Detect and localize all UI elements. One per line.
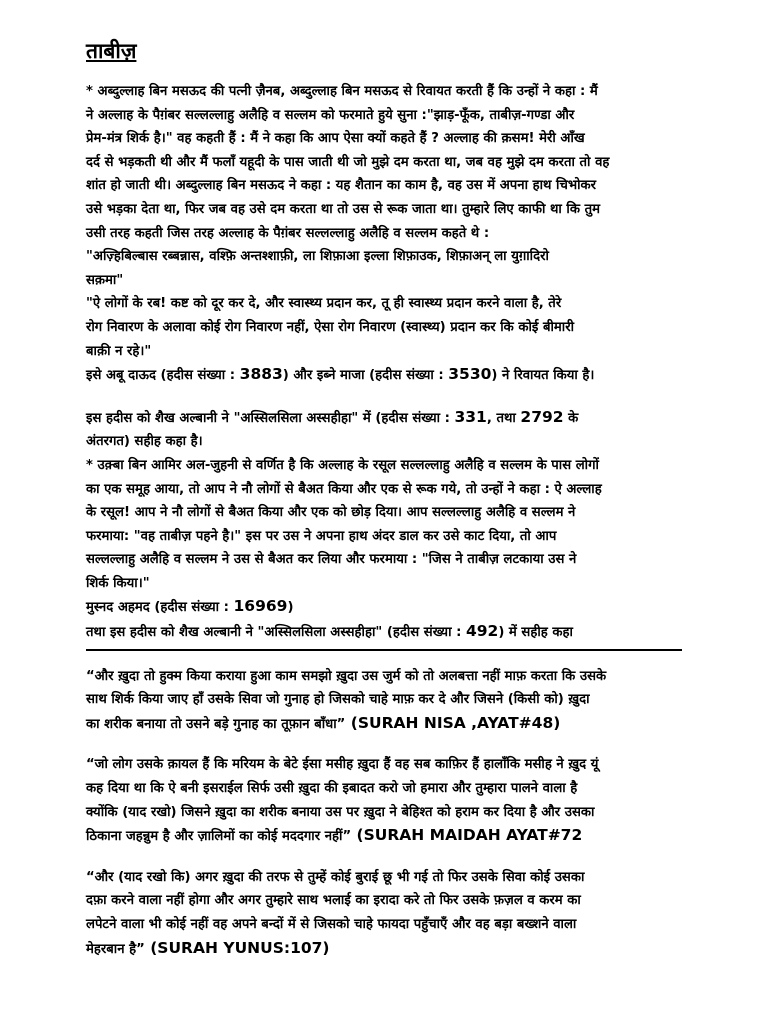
text-line: उसी तरह कहती जिस तरह अल्लाह के पैग़ंबर सल्लल्लाहु अलैहि व सल्लम कहते थे :: [86, 225, 490, 241]
dua-transliteration: सक़मा": [86, 272, 124, 288]
grading-line: अंतरगत) सहीह कहा है।: [86, 434, 203, 450]
text-line: फरमाया: "वह ताबीज़ पहने है।" इस पर उस ने अपना हाथ अंदर डाल कर उसे काट दिया, तो आप: [86, 528, 557, 544]
text-line: का एक समूह आया, तो आप ने नौ लोगों से बैअत किया और एक से रूक गये, तो उन्हों ने कहा : ऐ अल्लाह: [86, 481, 602, 497]
text-line: शिर्क किया।": [86, 575, 150, 591]
surah-reference: (SURAH YUNUS:107): [144, 938, 330, 957]
grading-line: के: [563, 410, 579, 426]
ayat-line: ठिकाना जहन्नुम है और ज़ालिमों का कोई मददगार नहीं”: [86, 829, 352, 845]
text-line: शांत हो जाती थी। अब्दुल्लाह बिन मसऊद ने कहा : यह शैतान का काम है, वह उस में अपना हाथ चिभोकर: [86, 178, 597, 194]
hadith-source: [86, 365, 595, 384]
source-text: ): [287, 600, 294, 616]
dua-transliteration: "अज़्हिबिल्बास रब्बन्नास, वश्फ़ि अन्तश्शाफ़ी, ला शिफ़ाआ इल्ला शिफ़ाउक, शिफ़ाअन् ला युग़ादिरो: [86, 249, 549, 265]
text-line: सल्लल्लाहु अलैहि व सल्लम ने उस से बैअत कर लिया और फरमाया : "जिस ने ताबीज़ लटकाया उस ने: [86, 552, 577, 568]
hadith-grading: [86, 622, 573, 641]
ayat-nisa-48: [86, 665, 682, 737]
text-line: दर्द से भड़कती थी और मैं फलाँ यहूदी के पास जाती थी जो मुझे दम करता था, जब वह मुझे दम करता तो वह: [86, 154, 610, 170]
text-line: उसे भड़का देता था, फिर जब वह उसे दम करता था तो उस से रूक जाता था। तुम्हारे लिए काफी था कि तुम: [86, 201, 600, 217]
source-text: तथा इस हदीस को शैख अल्बानी ने "अस्सिलसिला अस्सहीहा" (हदीस संख्या :: [86, 625, 466, 641]
ayat-line: “और ख़ुदा तो हुक्म किया कराया हुआ काम समझो ख़ुदा उस जुर्म को तो अलबत्ता नहीं माफ़ करता कि उसके: [86, 668, 607, 684]
hadith-zainab-section: [86, 80, 682, 388]
dua-translation: "ऐ लोगों के रब! कष्ट को दूर कर दे, और स्वास्थ्य प्रदान कर, तू ही स्वास्थ्य प्रदान करने वाला है, तेरे: [86, 296, 562, 312]
source-text: इसे अबू दाऊद (हदीस संख्या :: [86, 368, 240, 384]
ayat-line: साथ शिर्क किया जाए हाँ उसके सिवा जो गुनाह हो जिसको चाहे माफ़ कर दे और जिसने (किसी को) ख़ुदा: [86, 692, 590, 708]
hadith-number: 3530: [448, 365, 492, 384]
hadith-number: 2792: [520, 407, 564, 426]
hadith-source: [86, 597, 294, 616]
ayat-line: “और (याद रखो कि) अगर ख़ुदा की तरफ से तुम्हें कोई बुराई छू भी गई तो फिर उसके सिवा कोई उसका: [86, 869, 585, 885]
text-line: ने अल्लाह के पैग़ंबर सल्लल्लाहु अलैहि व सल्लम को फरमाते हुये सुना :"झाड़-फूँक, ताबीज़-गण्डा और: [86, 107, 575, 123]
ayat-line: “जो लोग उसके क़ायल हैं कि मरियम के बेटे ईसा मसीह ख़ुदा हैं वह सब काफ़िर हैं हालाँकि मसीह ने ख़ुद यूं: [86, 757, 599, 773]
hadith-number: 16969: [233, 597, 288, 616]
page-title: ताबीज़: [86, 39, 137, 63]
ayat-line: मेहरबान है”: [86, 941, 145, 957]
source-text: ) ने रिवायत किया है।: [491, 368, 595, 384]
grading-text: [86, 406, 682, 645]
ayat-line: कह दिया था कि ऐ बनी इसराईल सिर्फ उसी ख़ुदा की इबादत करो जो हमारा और तुम्हारा पालने वाला है: [86, 781, 578, 797]
hadith-number: 492: [465, 622, 499, 641]
dua-translation: रोग निवारण के अलावा कोई रोग निवारण नहीं, ऐसा रोग निवारण (स्वास्थ्य) प्रदान कर कि कोई बीमारी: [86, 319, 575, 335]
source-text: मुस्नद अहमद (हदीस संख्या :: [86, 600, 234, 616]
text-line: * अब्दुल्लाह बिन मसऊद की पत्नी ज़ैनब, अब्दुल्लाह बिन मसऊद से रिवायत करती हैं कि उन्हों ने कहा : मैं: [86, 84, 598, 99]
source-text: ) और इब्ने माजा (हदीस संख्या :: [282, 368, 449, 384]
text-line: * उक़्बा बिन आमिर अल-जुहनी से वर्णित है कि अल्लाह के रसूल सल्लल्लाहु अलैहि व सल्लम के पास लोगों: [86, 457, 599, 473]
hadith-zainab-text: [86, 80, 682, 388]
ayat-maidah-72: [86, 753, 682, 848]
ayat-line: का शरीक बनाया तो उसने बड़े गुनाह का तूफ़ान बाँधा”: [86, 716, 346, 732]
grading-line: इस हदीस को शैख अल्बानी ने "अस्सिलसिला अस्सहीहा" में (हदीस संख्या :: [86, 410, 455, 426]
section-divider: [86, 649, 682, 651]
grading-line: , तथा: [486, 410, 521, 426]
ayat-line: दफ़ा करने वाला नहीं होगा और अगर तुम्हारे साथ भलाई का इरादा करे तो फिर उसके फ़ज़ल व करम का: [86, 893, 581, 909]
ayat-line: क्योंकि (याद रखो) जिसने ख़ुदा का शरीक बनाया उस पर ख़ुदा ने बेहिश्त को हराम कर दिया है और उसका: [86, 804, 595, 820]
surah-reference: (SURAH MAIDAH AYAT#72: [351, 826, 583, 845]
hadith-number: 331: [454, 407, 487, 426]
hadith-number: 3883: [239, 365, 283, 384]
ayat-yunus-107: [86, 866, 682, 961]
surah-reference: (SURAH NISA ,AYAT#48): [345, 713, 561, 732]
ayat-line: लपेटने वाला भी कोई नहीं वह अपने बन्दों में से जिसको चाहे फायदा पहुँचाएँ और वह बड़ा बख्शने वाला: [86, 917, 577, 932]
text-line: के रसूल! आप ने नौ लोगों से बैअत किया और एक को छोड़ दिया। आप सल्लल्लाहु अलैहि व सल्लम ने: [86, 505, 576, 521]
source-text: ) में सहीह कहा: [498, 625, 573, 641]
dua-translation: बाक़ी न रहे।": [86, 343, 152, 359]
text-line: प्रेम-मंत्र शिर्क है।" वह कहती हैं : मैं ने कहा कि आप ऐसा क्यों कहते हैं ? अल्लाह की क़सम! मेरी आँख: [86, 131, 585, 147]
grading-section: [86, 406, 682, 645]
